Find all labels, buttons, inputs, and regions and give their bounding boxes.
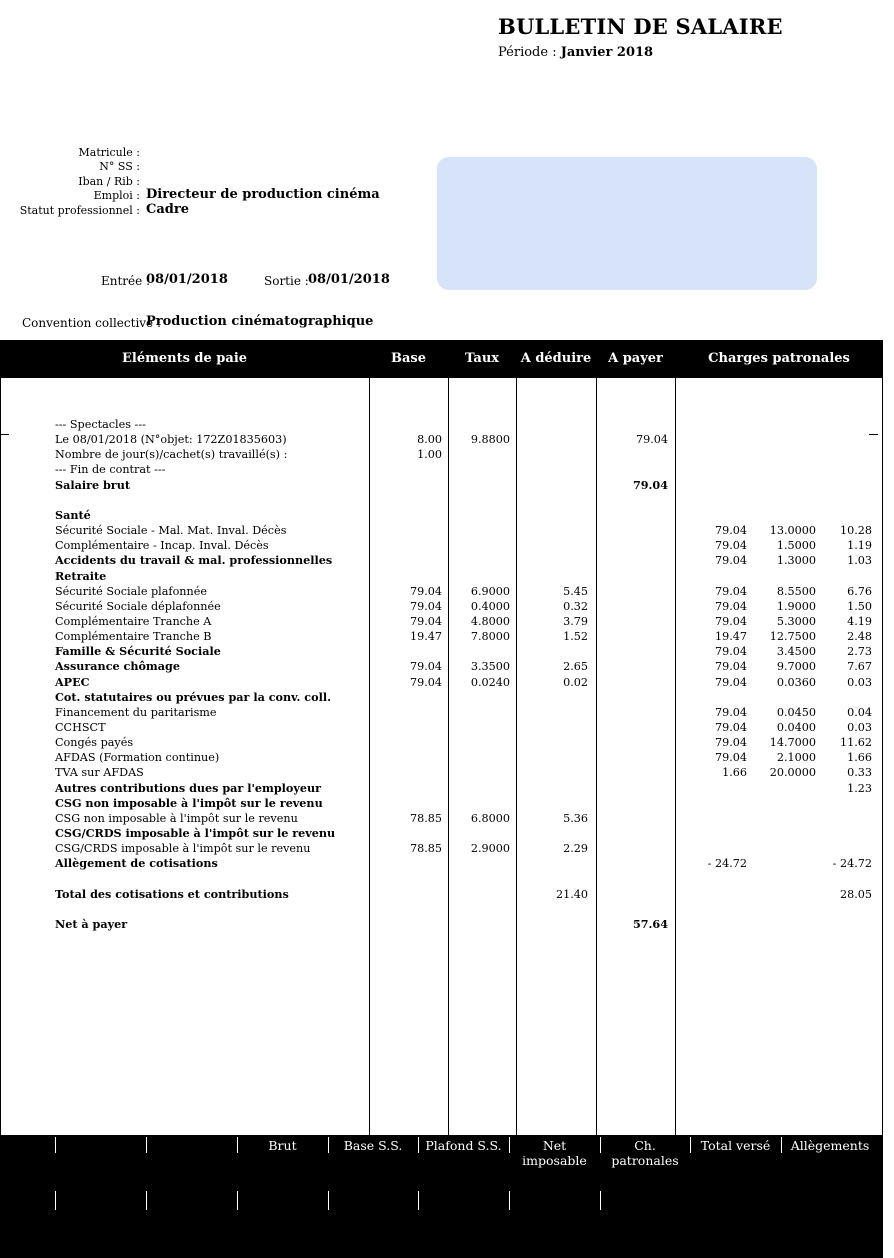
cell-pb: 79.04 xyxy=(714,660,747,674)
footer-net-imposable: Net imposable xyxy=(522,1138,587,1168)
cell-pt: 2.1000 xyxy=(776,751,816,765)
table-row xyxy=(0,614,883,629)
cell-label: Autres contributions dues par l'employeur xyxy=(55,780,322,795)
table-row xyxy=(0,720,883,735)
cell-pm: 0.04 xyxy=(847,705,872,719)
cell-taux: 7.8000 xyxy=(470,630,510,644)
table-row xyxy=(0,796,883,811)
cell-label: CCHSCT xyxy=(55,721,106,734)
cell-base: 1.00 xyxy=(417,448,442,462)
cell-label: Financement du paritarisme xyxy=(55,705,217,719)
table-row xyxy=(0,584,883,599)
statut-label: Statut professionnel : xyxy=(19,204,140,217)
cell-label: Accidents du travail & mal. professionnelles xyxy=(55,553,333,568)
footer-divider xyxy=(509,1191,510,1210)
nss-label: N° SS : xyxy=(99,160,140,173)
table-row xyxy=(0,553,883,568)
cell-taux: 6.8000 xyxy=(470,811,510,825)
cell-taux: 9.8800 xyxy=(470,433,510,447)
cell-taux: 0.0240 xyxy=(470,675,510,689)
cell-pm: 2.48 xyxy=(847,630,872,644)
cell-pm: 1.66 xyxy=(847,751,872,765)
cell-pt: 0.0450 xyxy=(776,705,816,719)
cell-pay: 79.04 xyxy=(632,477,668,492)
cell-label: Le 08/01/2018 (N°objet: 172Z01835603) xyxy=(55,433,287,447)
table-row xyxy=(0,447,883,462)
table-row xyxy=(0,629,883,644)
cell-pb: 79.04 xyxy=(714,645,747,659)
sortie-value: 08/01/2018 xyxy=(308,272,390,287)
cell-label: AFDAS (Formation continue) xyxy=(55,751,220,765)
cell-label: Allègement de cotisations xyxy=(55,856,218,871)
footer-total-verse: Total versé xyxy=(700,1138,771,1153)
footer-plafond-ss: Plafond S.S. xyxy=(425,1138,502,1153)
table-row xyxy=(0,887,883,902)
table-row xyxy=(0,644,883,659)
cell-pb: 79.04 xyxy=(714,584,747,598)
cell-label: Sécurité Sociale plafonnée xyxy=(55,584,207,598)
footer-divider xyxy=(418,1191,419,1210)
table-row xyxy=(0,841,883,856)
cell-pm: 2.73 xyxy=(847,645,872,659)
cell-pb: 79.04 xyxy=(714,524,747,538)
cell-pm: 28.05 xyxy=(839,887,872,901)
cell-pm: 1.23 xyxy=(847,781,872,795)
cell-label: Retraite xyxy=(55,568,107,583)
cell-pm: 11.62 xyxy=(839,736,872,750)
cell-base: 79.04 xyxy=(409,614,442,628)
cell-pm: 7.67 xyxy=(847,660,872,674)
table-row xyxy=(0,538,883,553)
cell-label: Net à payer xyxy=(55,916,128,931)
cell-taux: 4.8000 xyxy=(470,614,510,628)
cell-ded: 1.52 xyxy=(563,630,588,644)
header-taux: Taux xyxy=(464,351,500,366)
cell-label: Complémentaire Tranche B xyxy=(55,630,212,644)
cell-pb: - 24.72 xyxy=(707,857,747,871)
cell-pt: 3.4500 xyxy=(776,645,816,659)
cell-pt: 20.0000 xyxy=(769,766,816,780)
cell-pt: 1.5000 xyxy=(776,539,816,553)
cell-base: 79.04 xyxy=(409,584,442,598)
table-row xyxy=(0,569,883,584)
iban-label: Iban / Rib : xyxy=(78,175,140,188)
cell-pm: 4.19 xyxy=(847,614,872,628)
cell-label: Complémentaire Tranche A xyxy=(55,614,212,628)
table-row xyxy=(0,675,883,690)
cell-pm: 6.76 xyxy=(847,584,872,598)
table-row xyxy=(0,917,883,932)
cell-label: Famille & Sécurité Sociale xyxy=(55,644,221,659)
cell-label: Total des cotisations et contributions xyxy=(55,886,289,901)
table-row xyxy=(0,690,883,705)
table-row xyxy=(0,599,883,614)
cell-base: 78.85 xyxy=(409,811,442,825)
cell-pb: 79.04 xyxy=(714,721,747,734)
cell-label: CSG non imposable à l'impôt sur le revenu xyxy=(55,795,323,810)
cell-pm: 0.03 xyxy=(847,675,872,689)
cell-ded: 2.65 xyxy=(563,660,588,674)
cell-ded: 21.40 xyxy=(555,887,588,901)
footer-divider xyxy=(146,1191,147,1210)
header-a-deduire: A déduire xyxy=(520,351,592,366)
table-row xyxy=(0,478,883,493)
cell-base: 78.85 xyxy=(409,842,442,856)
table-row xyxy=(0,902,883,917)
convention-value: Production cinématographique xyxy=(146,314,374,329)
statut-value: Cadre xyxy=(146,202,189,217)
footer-divider xyxy=(55,1191,56,1210)
footer-allegements: Allègements xyxy=(790,1138,870,1153)
entree-value: 08/01/2018 xyxy=(146,272,228,287)
cell-base: 79.04 xyxy=(409,675,442,689)
cell-ded: 5.45 xyxy=(563,584,588,598)
address-box xyxy=(437,157,817,290)
footer-summary xyxy=(0,1135,883,1258)
cell-pm: - 24.72 xyxy=(832,857,872,871)
cell-label: TVA sur AFDAS xyxy=(55,766,144,780)
cell-pt: 12.7500 xyxy=(769,630,816,644)
cell-base: 19.47 xyxy=(409,630,442,644)
cell-label: Cot. statutaires ou prévues par la conv. coll. xyxy=(55,689,331,704)
table-row xyxy=(0,462,883,477)
cell-pb: 79.04 xyxy=(714,675,747,689)
cell-taux: 2.9000 xyxy=(470,842,510,856)
cell-ded: 0.32 xyxy=(563,599,588,613)
cell-pm: 1.19 xyxy=(847,539,872,553)
cell-label: Congés payés xyxy=(55,736,134,750)
cell-label: Assurance chômage xyxy=(55,659,180,674)
cell-pb: 79.04 xyxy=(714,539,747,553)
table-row xyxy=(0,872,883,887)
cell-pt: 13.0000 xyxy=(769,524,816,538)
table-header xyxy=(0,340,883,378)
periode-label: Période : xyxy=(498,45,557,60)
table-row xyxy=(0,432,883,447)
header-elements: Eléments de paie xyxy=(121,351,248,366)
emploi-value: Directeur de production cinéma xyxy=(146,187,380,202)
cell-ded: 3.79 xyxy=(563,614,588,628)
cell-pb: 19.47 xyxy=(714,630,747,644)
periode xyxy=(498,45,653,60)
convention-label: Convention collective : xyxy=(22,316,162,330)
table-row xyxy=(0,735,883,750)
cell-pb: 79.04 xyxy=(714,705,747,719)
cell-base: 79.04 xyxy=(409,660,442,674)
cell-pb: 79.04 xyxy=(714,751,747,765)
cell-pay: 57.64 xyxy=(632,916,668,931)
cell-pm: 10.28 xyxy=(839,524,872,538)
cell-label: Santé xyxy=(55,507,91,522)
cell-pt: 8.5500 xyxy=(776,584,816,598)
cell-pt: 9.7000 xyxy=(776,660,816,674)
cell-pb: 1.66 xyxy=(722,766,747,780)
document-title: BULLETIN DE SALAIRE xyxy=(498,14,783,39)
table-row xyxy=(0,750,883,765)
footer-base-ss: Base S.S. xyxy=(343,1138,403,1153)
cell-pm: 1.50 xyxy=(847,599,872,613)
table-row xyxy=(0,765,883,780)
cell-ded: 5.36 xyxy=(563,811,588,825)
table-row xyxy=(0,781,883,796)
cell-ded: 2.29 xyxy=(563,842,588,856)
table-row xyxy=(0,659,883,674)
footer-divider xyxy=(328,1191,329,1210)
cell-pm: 1.03 xyxy=(847,554,872,568)
cell-taux: 6.9000 xyxy=(470,584,510,598)
cell-pm: 0.03 xyxy=(847,721,872,734)
cell-pm: 0.33 xyxy=(847,766,872,780)
header-charges: Charges patronales xyxy=(708,351,850,366)
cell-pt: 0.0400 xyxy=(776,721,816,734)
cell-label: Sécurité Sociale - Mal. Mat. Inval. Décès xyxy=(55,524,287,538)
footer-divider xyxy=(55,1137,56,1153)
sortie-label: Sortie : xyxy=(264,274,309,288)
header-a-payer: A payer xyxy=(608,351,663,366)
cell-label: CSG non imposable à l'impôt sur le revenu xyxy=(55,811,298,825)
cell-pb: 79.04 xyxy=(714,599,747,613)
cell-label: CSG/CRDS imposable à l'impôt sur le revenu xyxy=(55,842,311,856)
footer-ch-patronales: Ch. patronales xyxy=(611,1138,679,1168)
cell-label: --- Spectacles --- xyxy=(55,418,146,431)
cell-pt: 14.7000 xyxy=(769,736,816,750)
cell-base: 8.00 xyxy=(417,433,442,447)
cell-ded: 0.02 xyxy=(563,675,588,689)
cell-label: --- Fin de contrat --- xyxy=(55,463,166,477)
table-row xyxy=(0,856,883,871)
cell-label: CSG/CRDS imposable à l'impôt sur le revenu xyxy=(55,826,336,841)
cell-label: APEC xyxy=(55,674,90,689)
table-row xyxy=(0,417,883,432)
cell-taux: 3.3500 xyxy=(470,660,510,674)
cell-pt: 1.9000 xyxy=(776,599,816,613)
footer-divider xyxy=(146,1137,147,1153)
table-row xyxy=(0,811,883,826)
table-row xyxy=(0,508,883,523)
footer-divider xyxy=(237,1191,238,1210)
table-row xyxy=(0,493,883,508)
entree-label: Entrée : xyxy=(101,274,151,288)
emploi-label: Emploi : xyxy=(93,189,140,202)
table-row xyxy=(0,826,883,841)
table-row xyxy=(0,523,883,538)
cell-pb: 79.04 xyxy=(714,736,747,750)
cell-label: Nombre de jour(s)/cachet(s) travaillé(s) : xyxy=(55,448,288,462)
cell-base: 79.04 xyxy=(409,599,442,613)
header-base: Base xyxy=(390,351,426,366)
cell-label: Sécurité Sociale déplafonnée xyxy=(55,599,221,613)
cell-label: Salaire brut xyxy=(55,477,131,492)
table-row xyxy=(0,705,883,720)
cell-pt: 5.3000 xyxy=(776,614,816,628)
cell-label: Complémentaire - Incap. Inval. Décès xyxy=(55,539,269,553)
cell-taux: 0.4000 xyxy=(470,599,510,613)
periode-value: Janvier 2018 xyxy=(560,45,654,60)
footer-brut: Brut xyxy=(268,1138,297,1153)
cell-pb: 79.04 xyxy=(714,554,747,568)
cell-pt: 1.3000 xyxy=(776,554,816,568)
matricule-label: Matricule : xyxy=(78,146,140,159)
cell-pt: 0.0360 xyxy=(776,675,816,689)
cell-pb: 79.04 xyxy=(714,614,747,628)
cell-pay: 79.04 xyxy=(635,433,668,447)
footer-divider xyxy=(600,1191,601,1210)
